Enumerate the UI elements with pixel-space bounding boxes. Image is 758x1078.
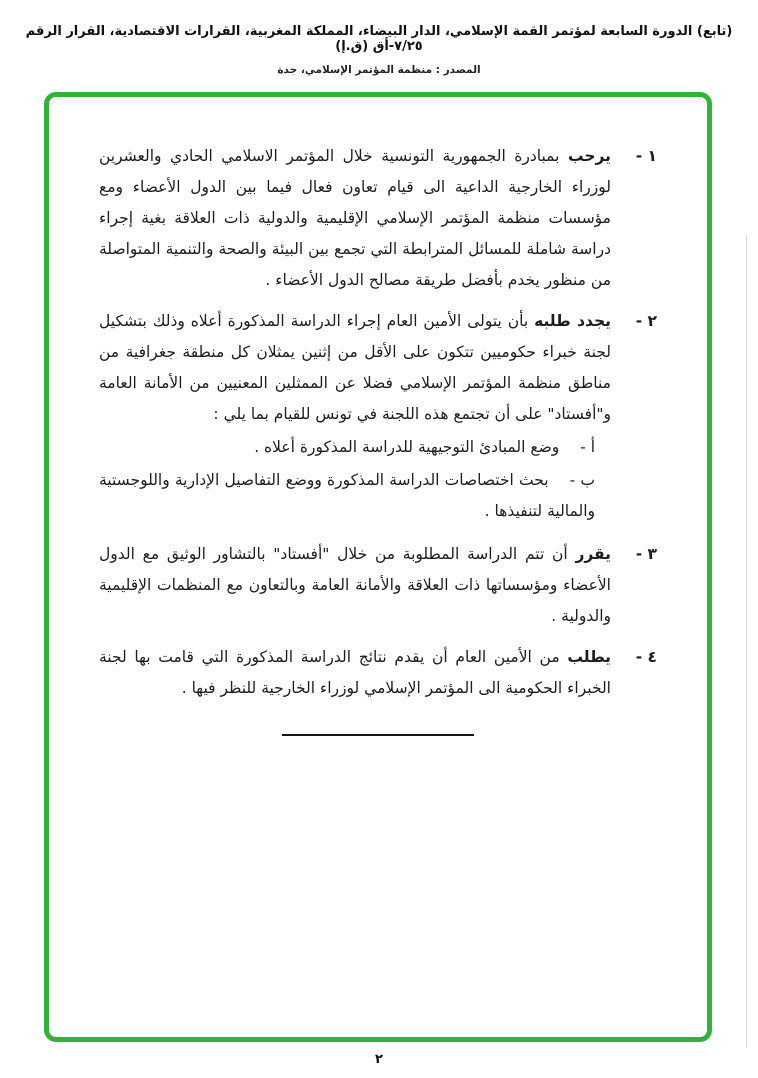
page-number: ٢ xyxy=(375,1052,383,1067)
item-paragraph: من الأمين العام أن يقدم نتائج الدراسة المذكورة التي قامت بها لجنة الخبراء الحكومية الى المؤتمر الإسلامي لوزراء الخارجية للنظر فيها . xyxy=(99,648,611,697)
header-source: المصدر : منظمة المؤتمر الإسلامي، جدة xyxy=(277,64,481,76)
item-lead: يجدد طلبه xyxy=(534,312,611,330)
item-paragraph: بأن يتولى الأمين العام إجراء الدراسة المذكورة أعلاه وذلك بتشكيل لجنة خبراء حكوميين تتكون على الأقل من إثنين يمثلان كل منطقة جغرافية من مناطق منظمة المؤتمر الإسلامي فضلا عن الممثلين المعنيين من الأمانة العامة و"أفستاد" على أن تجتمع هذه اللجنة في تونس للقيام بما يلي : xyxy=(99,312,611,423)
sub-list xyxy=(99,432,611,527)
end-divider xyxy=(282,734,474,736)
item-number: ٢ - xyxy=(635,312,657,330)
item-text xyxy=(99,642,611,704)
sub-item-letter: ب - xyxy=(569,471,595,489)
list-item xyxy=(99,642,657,704)
document-header xyxy=(20,24,738,76)
header-title: (تابع) الدورة السابعة لمؤتمر القمة الإسلامي، الدار البيضاء، المملكة المغربية، القرارات الاقتصادية، القرار الرقم ٧/٢٥-أق (ق.إ) xyxy=(25,24,733,54)
item-paragraph: أن تتم الدراسة المطلوبة من خلال "أفستاد" بالتشاور الوثيق مع الدول الأعضاء ومؤسساتها ذات العلاقة والأمانة العامة وبالتعاون مع المنظمات الإقليمية والدولية . xyxy=(99,545,611,625)
item-lead: يطلب xyxy=(567,648,611,666)
sub-list-item xyxy=(99,465,611,527)
content-frame xyxy=(44,92,712,1042)
item-text xyxy=(99,539,611,632)
item-text xyxy=(99,306,611,529)
sub-item-text: بحث اختصاصات الدراسة المذكورة ووضع التفاصيل الإدارية واللوجستية والمالية لتنفيذها . xyxy=(99,471,595,520)
item-text xyxy=(99,141,611,296)
item-lead: يرحب xyxy=(567,147,611,165)
resolution-body xyxy=(99,141,657,736)
scan-artifact-line xyxy=(746,235,747,1048)
item-lead: يقرر xyxy=(575,545,611,563)
item-number: ٣ - xyxy=(635,545,657,563)
list-item xyxy=(99,539,657,632)
item-paragraph: بمبادرة الجمهورية التونسية خلال المؤتمر الاسلامي الحادي والعشرين لوزراء الخارجية الداعية الى قيام تعاون فعال فيما بين الدول الأعضاء ومع مؤسسات منظمة المؤتمر الإسلامي الإقليمية والدولية ذات العلاقة بغية إجراء دراسة شاملة للمسائل المترابطة التي تجمع بين البيئة والصحة والتنمية المتواصلة من منظور يخدم بأفضل طريقة مصالح الدول الأعضاء . xyxy=(99,147,611,289)
sub-item-letter: أ - xyxy=(580,438,595,456)
list-item xyxy=(99,306,657,529)
sub-item-text: وضع المبادئ التوجيهية للدراسة المذكورة أعلاه . xyxy=(254,438,560,456)
item-number: ٤ - xyxy=(635,648,657,666)
list-item xyxy=(99,141,657,296)
sub-list-item xyxy=(99,432,611,463)
item-number: ١ - xyxy=(635,147,657,165)
